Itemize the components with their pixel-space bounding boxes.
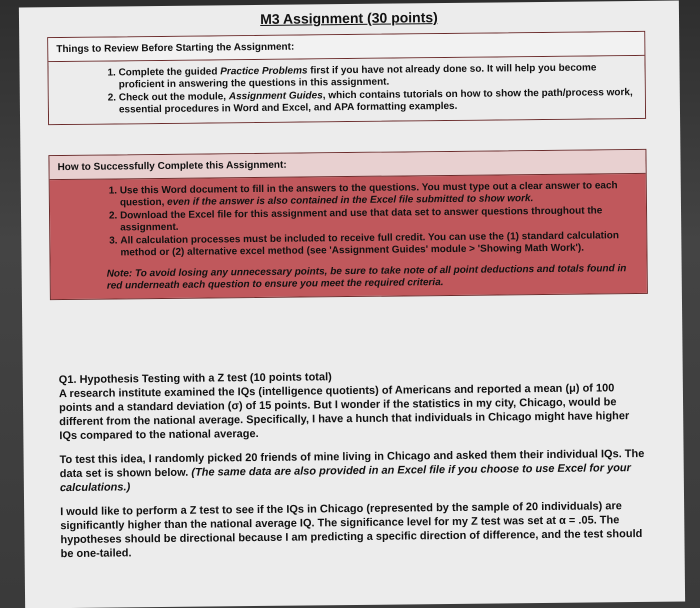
assignment-title-text: M3 Assignment (30 points) xyxy=(260,9,438,27)
review-list xyxy=(48,56,645,124)
howto-item-2: 2. Download the Excel file for this assignment and use that data set to answer questions throughout the assignment. xyxy=(120,205,636,234)
review-heading: Things to Review Before Starting the Assignment: xyxy=(48,32,644,62)
howto-item-1: 1. Use this Word document to fill in the answers to the questions. You must type out a clear answer to each question, even if the answer is also contained in the Excel file submitted to show work. xyxy=(120,180,636,209)
howto-note: Note: To avoid losing any unnecessary points, be sure to take note of all point deductions and totals found in red underneath each question to ensure you meet the required criteria. xyxy=(106,263,627,292)
document-page xyxy=(19,1,685,608)
q1-title: Q1. Hypothesis Testing with a Z test (10 points total) xyxy=(58,371,332,387)
q1-paragraph-2: To test this idea, I randomly picked 20 friends of mine living in Chicago and asked them their individual IQs. The data set is shown below. (The same data are also provided in an Excel file if you choose to use Excel for your calculations.) xyxy=(59,447,645,495)
howto-list xyxy=(50,174,647,267)
howto-item-3: 3. All calculation processes must be included to receive full credit. You can use the (1) standard calculation method or (2) alternative excel method (see 'Assignment Guides' module > 'Showing Math Work'). xyxy=(120,230,636,259)
assignment-title xyxy=(19,7,679,30)
review-box xyxy=(47,31,646,125)
q1-paragraph-1: A research institute examined the IQs (intelligence quotients) of Americans and reported a mean (μ) of 100 points and a standard deviation (σ) of 15 points. But I wonder if the statistics in my city, Chicago, would be different from the national average. Specifically, I have a hunch that individuals in Chicago might have higher IQs compared to the national average. xyxy=(58,382,630,443)
q1-paragraph-3: I would like to perform a Z test to see if the IQs in Chicago (represented by the sample of 20 individuals) are significantly higher than the national average IQ. The significance level for my Z test was set at α = .05. The hypotheses should be directional because I am predicting a specific direction of difference, and the test should be one-tailed. xyxy=(60,500,643,561)
review-item-1: 1. Complete the guided Practice Problems first if you have not already done so. It will help you become proficient in answering the questions in this assignment. xyxy=(119,62,635,91)
howto-box xyxy=(48,149,647,300)
howto-body xyxy=(50,174,647,299)
review-body xyxy=(48,56,645,124)
howto-heading: How to Successfully Complete this Assignment: xyxy=(49,150,645,180)
review-item-2: 2. Check out the module, Assignment Guides, which contains tutorials on how to show the path/process work, essential procedures in Word and Excel, and APA formatting examples. xyxy=(119,87,635,116)
q1-section xyxy=(59,367,651,571)
